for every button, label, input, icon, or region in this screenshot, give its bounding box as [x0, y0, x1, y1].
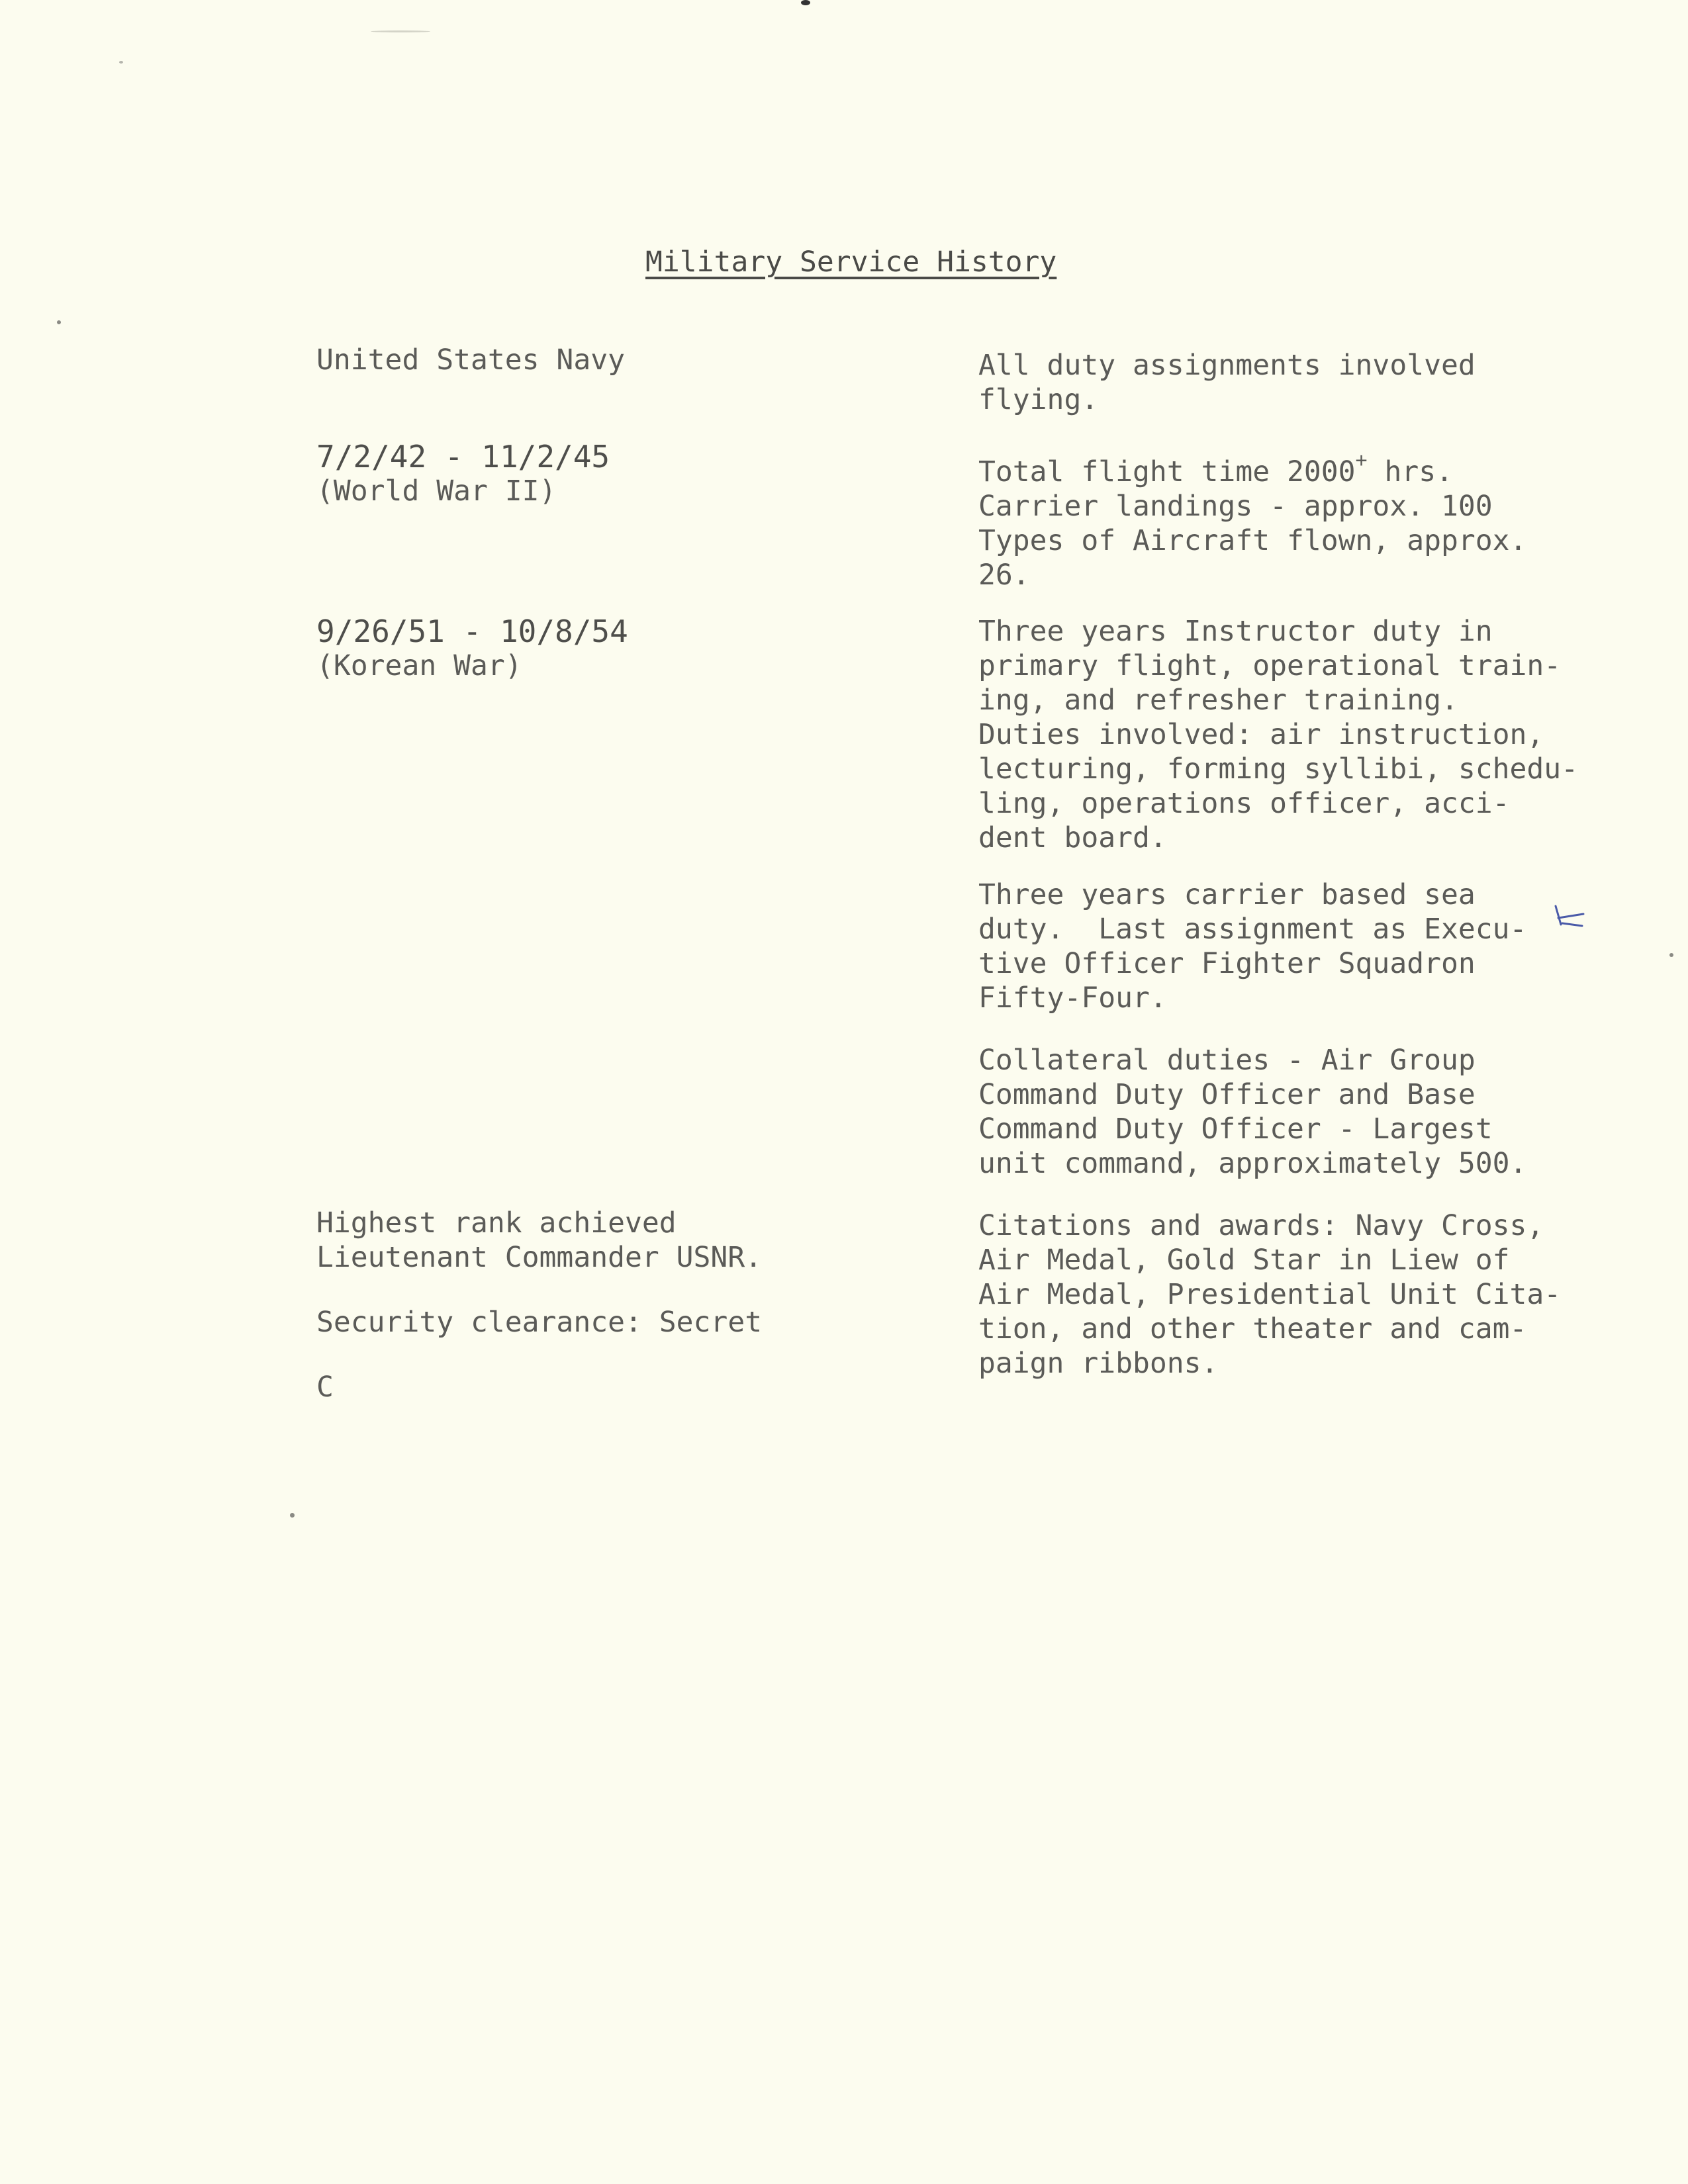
text-line: tion, and other theater and cam- — [978, 1312, 1527, 1345]
clearance-text: Security clearance: Secret — [316, 1306, 763, 1339]
text-line: Air Medal, Presidential Unit Cita- — [978, 1278, 1562, 1311]
paper-speck — [801, 0, 810, 5]
service-period-korea — [316, 614, 846, 683]
period-dates: 7/2/42 - 11/2/45 — [316, 439, 610, 475]
text-line: unit command, approximately 500. — [978, 1147, 1527, 1180]
paragraph-citations — [978, 1208, 1574, 1381]
hours-text: hrs. — [1367, 455, 1454, 488]
clearance-block — [316, 1305, 846, 1340]
initial-block — [316, 1370, 846, 1404]
text-line: flying. — [978, 383, 1099, 416]
paragraph-instructor — [978, 614, 1579, 855]
text-line: Duties involved: air instruction, — [978, 718, 1544, 751]
text-line: Three years Instructor duty in — [978, 615, 1493, 648]
paragraph-flight-time — [978, 443, 1574, 592]
text-line: Command Duty Officer - Largest — [978, 1113, 1493, 1146]
paragraph-collateral — [978, 1043, 1574, 1181]
period-war: (World War II) — [316, 475, 557, 508]
text-line — [978, 443, 1574, 489]
plus-sign: + — [1355, 449, 1368, 472]
text-line: paign ribbons. — [978, 1347, 1219, 1380]
text-line: Types of Aircraft flown, approx. — [978, 524, 1527, 557]
text-line: Collateral duties - Air Group — [978, 1044, 1476, 1077]
text-line: tive Officer Fighter Squadron — [978, 947, 1476, 980]
paper-speck — [57, 320, 61, 324]
paper-speck — [371, 30, 430, 32]
text-line: All duty assignments involved — [978, 349, 1476, 382]
text-line: primary flight, operational train- — [978, 649, 1562, 682]
text-line: Three years carrier based sea — [978, 878, 1476, 911]
paper-speck — [119, 61, 123, 64]
text-line: Command Duty Officer and Base — [978, 1078, 1476, 1111]
text-line: ing, and refresher training. — [978, 684, 1458, 717]
branch-text: United States Navy — [316, 343, 625, 377]
rank-line: Lieutenant Commander USNR. — [316, 1241, 763, 1274]
initial-letter: C — [316, 1371, 334, 1404]
page-title: Military Service History — [645, 246, 1057, 279]
text-line: duty. Last assignment as Execu- — [978, 913, 1527, 946]
text-line: Air Medal, Gold Star in Liew of — [978, 1244, 1510, 1277]
flight-time-text: Total flight time 2000 — [978, 455, 1356, 488]
text-line: lecturing, forming syllibi, schedu- — [978, 752, 1579, 786]
rank-line: Highest rank achieved — [316, 1206, 677, 1240]
paper-speck — [1669, 953, 1673, 957]
period-dates: 9/26/51 - 10/8/54 — [316, 614, 628, 649]
period-war: (Korean War) — [316, 649, 522, 682]
branch-label — [316, 343, 846, 377]
paragraph-sea-duty — [978, 878, 1574, 1015]
handwritten-check-mark — [1549, 903, 1589, 930]
paragraph-duty — [978, 348, 1574, 417]
rank-block — [316, 1206, 846, 1275]
service-period-ww2 — [316, 439, 846, 508]
text-line: ling, operations officer, acci- — [978, 787, 1510, 820]
text-line: dent board. — [978, 821, 1167, 854]
paper-speck — [290, 1513, 295, 1518]
text-line: Fifty-Four. — [978, 981, 1167, 1015]
text-line: Citations and awards: Navy Cross, — [978, 1209, 1544, 1242]
text-line: Carrier landings - approx. 100 — [978, 490, 1493, 523]
text-line: 26. — [978, 559, 1030, 592]
